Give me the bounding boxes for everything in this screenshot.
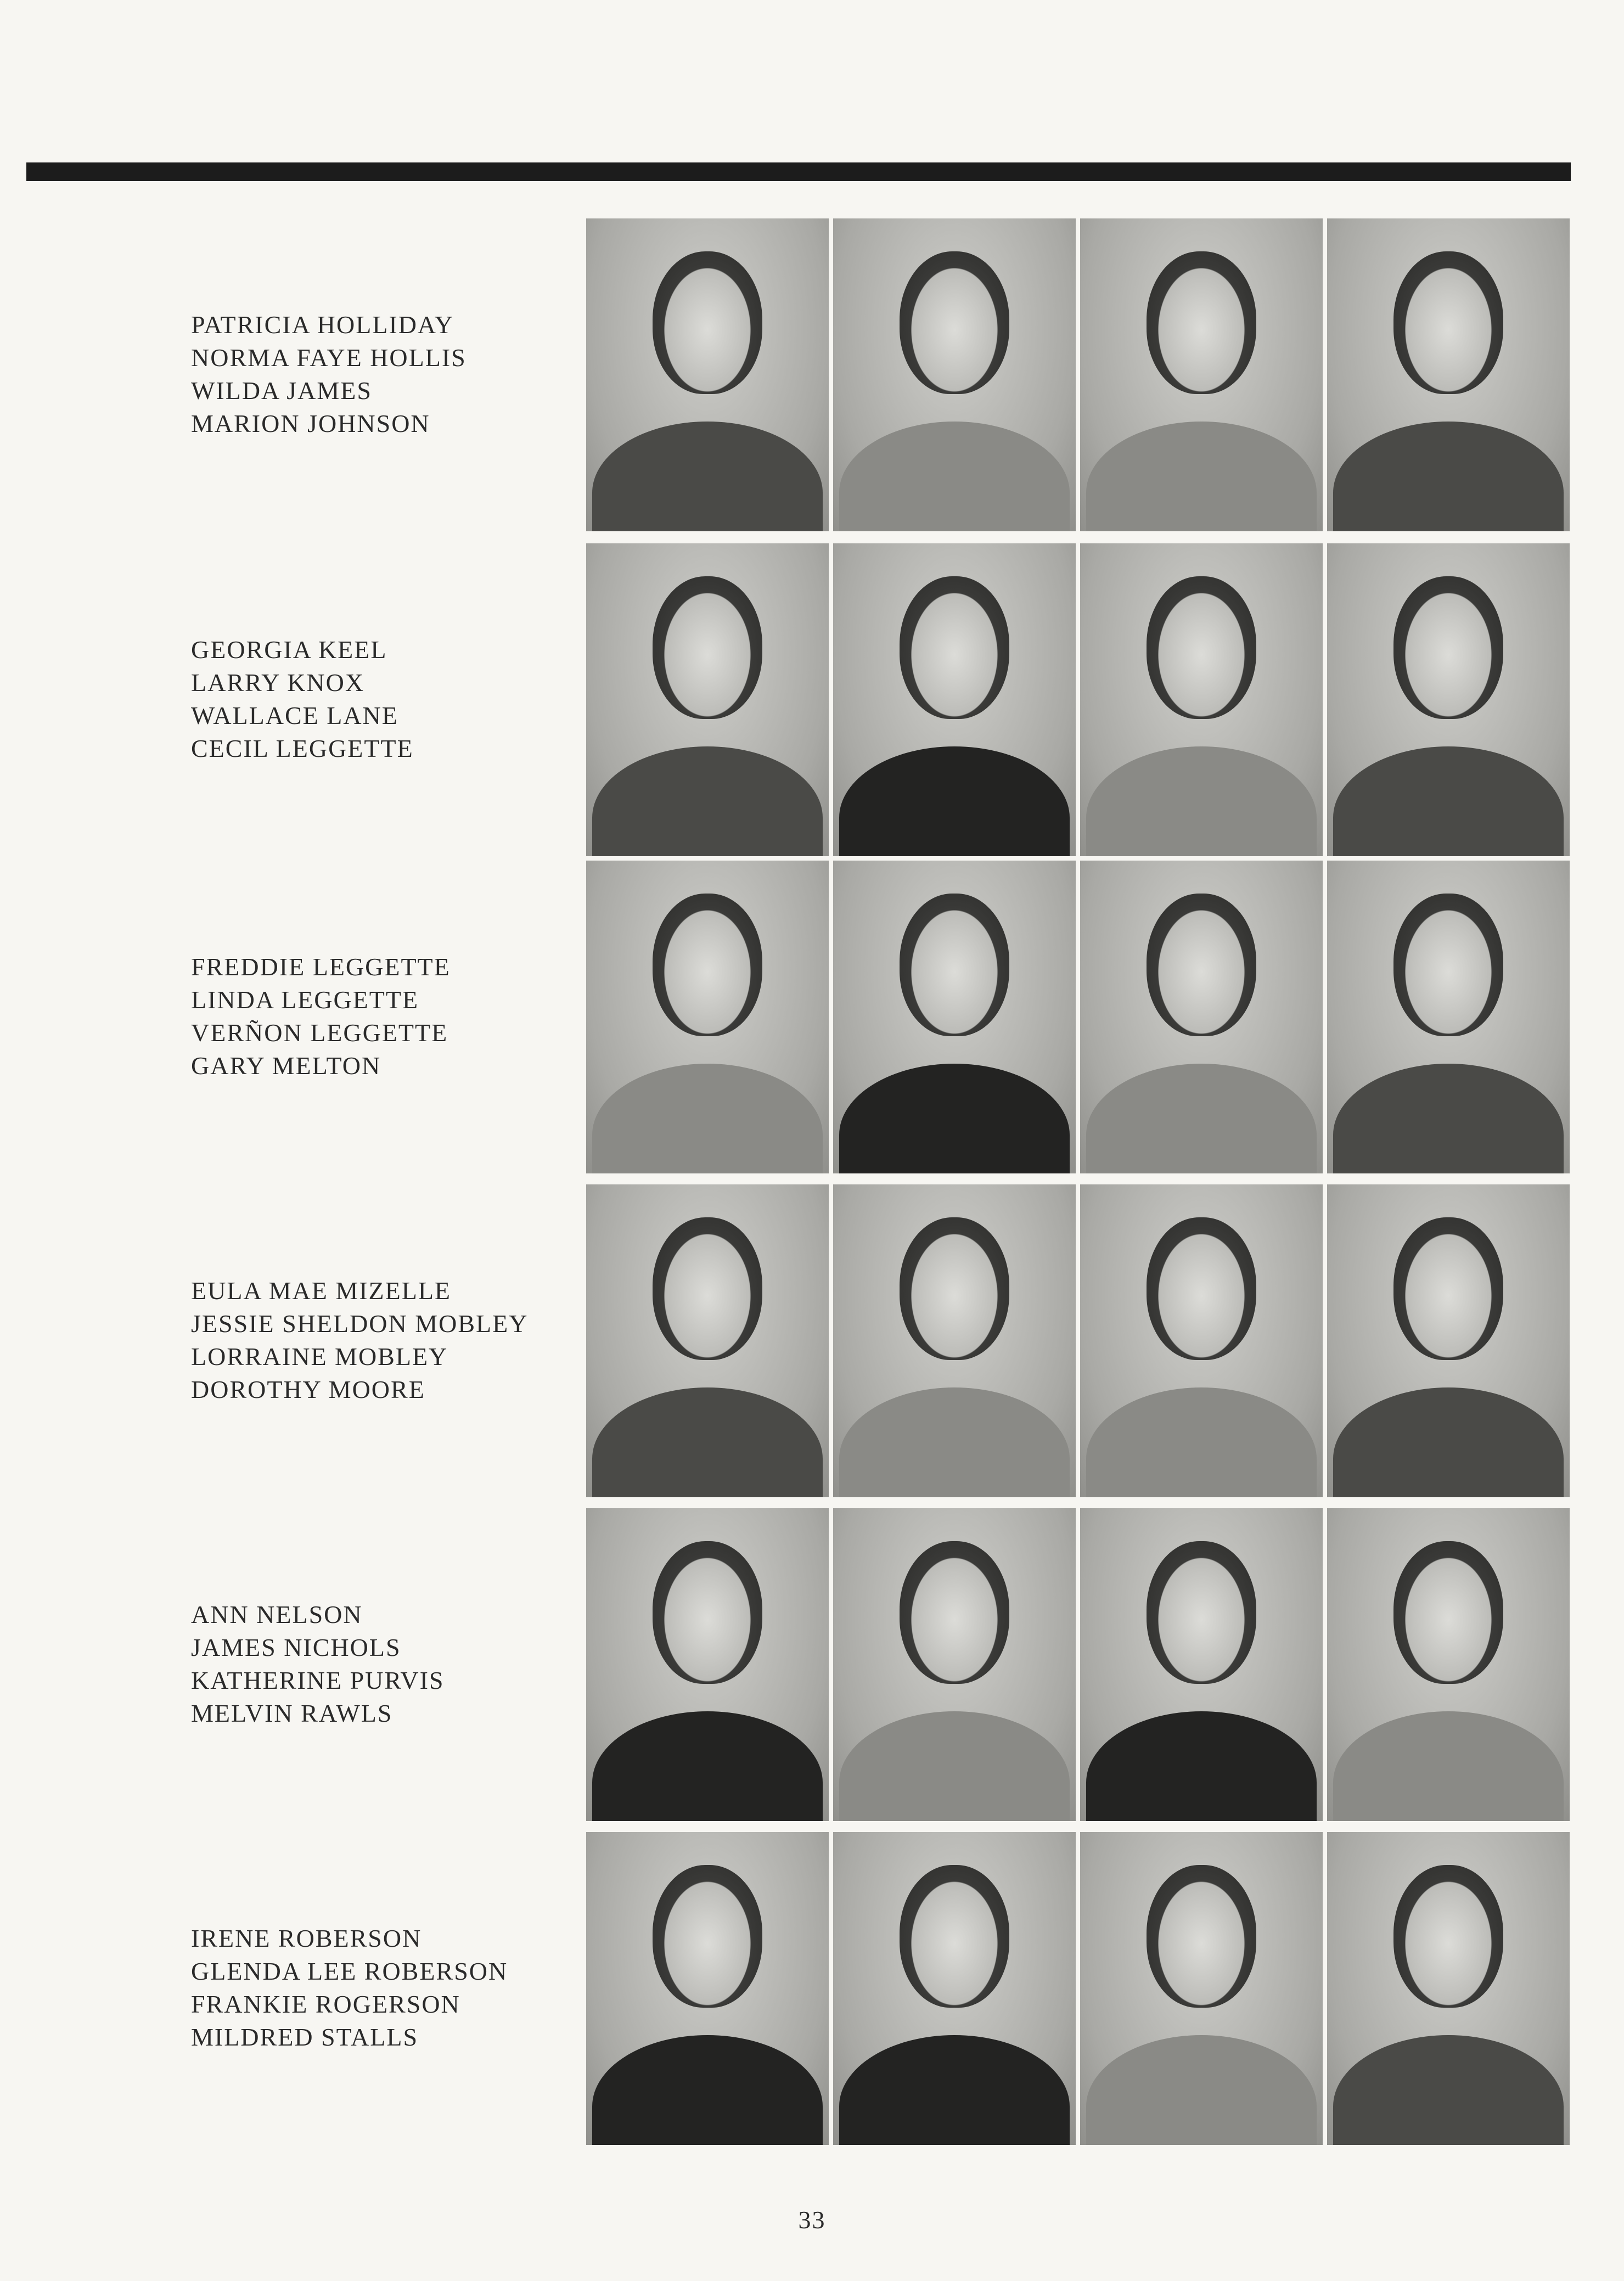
georgia-keel-photo (586, 543, 829, 856)
name-list (191, 308, 575, 440)
student-name: EULA MAE MIZELLE (191, 1277, 452, 1305)
vernon-leggette-photo (1080, 861, 1323, 1173)
student-name: LARRY KNOX (191, 668, 365, 696)
glenda-lee-roberson-photo (833, 1832, 1076, 2145)
melvin-rawls-photo (1327, 1508, 1570, 1821)
student-name: VERÑON LEGGETTE (191, 1019, 448, 1047)
gary-melton-photo (1327, 861, 1570, 1173)
marion-johnson-photo (1327, 218, 1570, 531)
student-name: PATRICIA HOLLIDAY (191, 311, 454, 339)
portrait-row (0, 1508, 1624, 1821)
ann-nelson-photo (586, 1508, 829, 1821)
top-rule (26, 162, 1571, 181)
freddie-leggette-photo (586, 861, 829, 1173)
student-name: KATHERINE PURVIS (191, 1666, 445, 1694)
wilda-james-photo (1080, 218, 1323, 531)
student-name: NORMA FAYE HOLLIS (191, 344, 467, 372)
linda-leggette-photo (833, 861, 1076, 1173)
student-name: FREDDIE LEGGETTE (191, 953, 451, 981)
student-name: MILDRED STALLS (191, 2023, 419, 2051)
student-name: DOROTHY MOORE (191, 1375, 425, 1403)
name-list (191, 633, 575, 765)
katherine-purvis-photo (1080, 1508, 1323, 1821)
student-name: LORRAINE MOBLEY (191, 1342, 448, 1370)
eula-mae-mizelle-photo (586, 1184, 829, 1497)
student-name: WALLACE LANE (191, 701, 398, 729)
student-name: JESSIE SHELDON MOBLEY (191, 1310, 529, 1338)
name-list (191, 1598, 575, 1730)
jessie-sheldon-mobley-photo (833, 1184, 1076, 1497)
larry-knox-photo (833, 543, 1076, 856)
student-name: ANN NELSON (191, 1600, 363, 1628)
dorothy-moore-photo (1327, 1184, 1570, 1497)
james-nichols-photo (833, 1508, 1076, 1821)
portrait-row (0, 1184, 1624, 1497)
name-list (191, 1274, 575, 1406)
wallace-lane-photo (1080, 543, 1323, 856)
student-name: CECIL LEGGETTE (191, 734, 414, 762)
lorraine-mobley-photo (1080, 1184, 1323, 1497)
portrait-row (0, 543, 1624, 856)
student-name: MARION JOHNSON (191, 409, 430, 437)
photo-strip (586, 543, 1570, 856)
frankie-rogerson-photo (1080, 1832, 1323, 2145)
student-name: MELVIN RAWLS (191, 1699, 393, 1727)
irene-roberson-photo (586, 1832, 829, 2145)
mildred-stalls-photo (1327, 1832, 1570, 2145)
student-name: JAMES NICHOLS (191, 1633, 401, 1661)
photo-strip (586, 861, 1570, 1173)
patricia-holliday-photo (586, 218, 829, 531)
portrait-row (0, 861, 1624, 1173)
student-name: GLENDA LEE ROBERSON (191, 1957, 508, 1985)
name-list (191, 1922, 575, 2054)
student-name: GARY MELTON (191, 1052, 381, 1080)
student-name: GEORGIA KEEL (191, 636, 387, 664)
norma-faye-hollis-photo (833, 218, 1076, 531)
student-name: FRANKIE ROGERSON (191, 1990, 460, 2018)
photo-strip (586, 1832, 1570, 2145)
student-name: IRENE ROBERSON (191, 1924, 422, 1952)
photo-strip (586, 1508, 1570, 1821)
portrait-row (0, 1832, 1624, 2145)
name-list (191, 951, 575, 1082)
student-name: LINDA LEGGETTE (191, 986, 419, 1014)
page-number: 33 (798, 2206, 826, 2234)
portrait-row (0, 218, 1624, 531)
cecil-leggette-photo (1327, 543, 1570, 856)
photo-strip (586, 1184, 1570, 1497)
student-name: WILDA JAMES (191, 377, 372, 404)
photo-strip (586, 218, 1570, 531)
